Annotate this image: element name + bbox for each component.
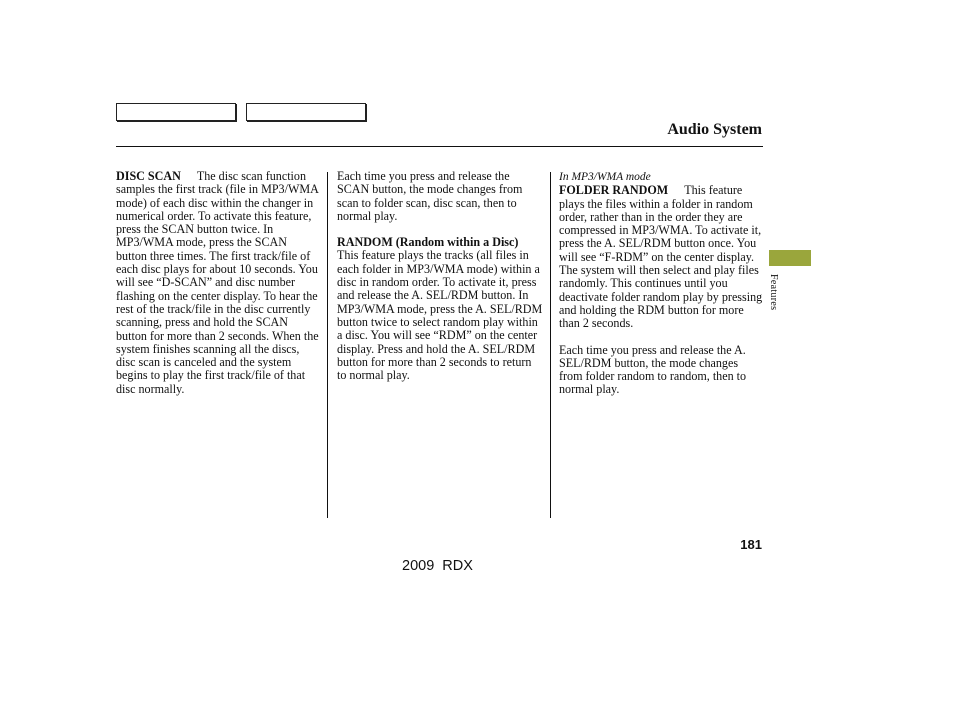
- nav-button-previous[interactable]: [116, 103, 236, 121]
- section-tab-marker: [769, 250, 811, 266]
- random-paragraph: [337, 236, 543, 382]
- folder-random-heading: FOLDER RANDOM: [559, 183, 669, 198]
- folder-random-text: This feature plays the files within a folder in random order, rather than in the order they are compressed in MP3/WMA. To activate it, press the A. SEL/RDM button once. You will see “F-RDM” on the center display. The system will then select and play files randomly. This continues until you deactivate folder random play by pressing and holding the RDM button for more than 2 seconds.: [559, 183, 763, 331]
- mode-note: In MP3/WMA mode: [559, 171, 651, 183]
- folder-random-paragraph: [559, 170, 763, 331]
- page-title: Audio System: [667, 121, 762, 138]
- column-1: [116, 170, 319, 396]
- scan-cycle-paragraph: Each time you press and release the SCAN button, the mode changes from scan to folder scan, disc scan, then to normal play.: [337, 169, 523, 223]
- page-number: 181: [740, 537, 762, 552]
- title-divider: [116, 146, 763, 147]
- disc-scan-paragraph: [116, 170, 319, 396]
- model-label: 2009 RDX: [402, 558, 473, 574]
- column-divider-2: [550, 172, 551, 518]
- disc-scan-text: The disc scan function samples the first track (file in MP3/WMA mode) of each disc within the changer in numerical order. To activate this feature, press the SCAN button twice. In MP3/WMA mode, press the SCAN button three times. The first track/file of each disc plays for about 10 seconds. You will see “D-SCAN” and disc number flashing on the center display. To hear the rest of the track/file in the disc currently scanning, press and hold the SCAN button for more than 2 seconds. When the system finishes scanning all the discs, disc scan is canceled and the system begins to play the first track/file of that disc normally.: [116, 169, 319, 396]
- disc-scan-heading: DISC SCAN: [116, 169, 181, 183]
- column-divider-1: [327, 172, 328, 518]
- random-text: This feature plays the tracks (all files in each folder in MP3/WMA mode) within a disc in random order. To activate it, press and release the A. SEL/RDM button. In MP3/WMA mode, press the A. SEL/RDM button twice to select random play within a disc. You will see “RDM” on the center display. Press and hold the A. SEL/RDM button for more than 2 seconds to return to normal play.: [337, 248, 543, 383]
- column-2: [337, 170, 543, 382]
- column-3: [559, 170, 763, 397]
- section-tab-label: Features: [768, 274, 779, 311]
- random-heading: RANDOM (Random within a Disc): [337, 235, 519, 250]
- nav-button-next[interactable]: [246, 103, 366, 121]
- folder-cycle-paragraph: Each time you press and release the A. SEL/RDM button, the mode changes from folder random to random, then to normal play.: [559, 342, 747, 397]
